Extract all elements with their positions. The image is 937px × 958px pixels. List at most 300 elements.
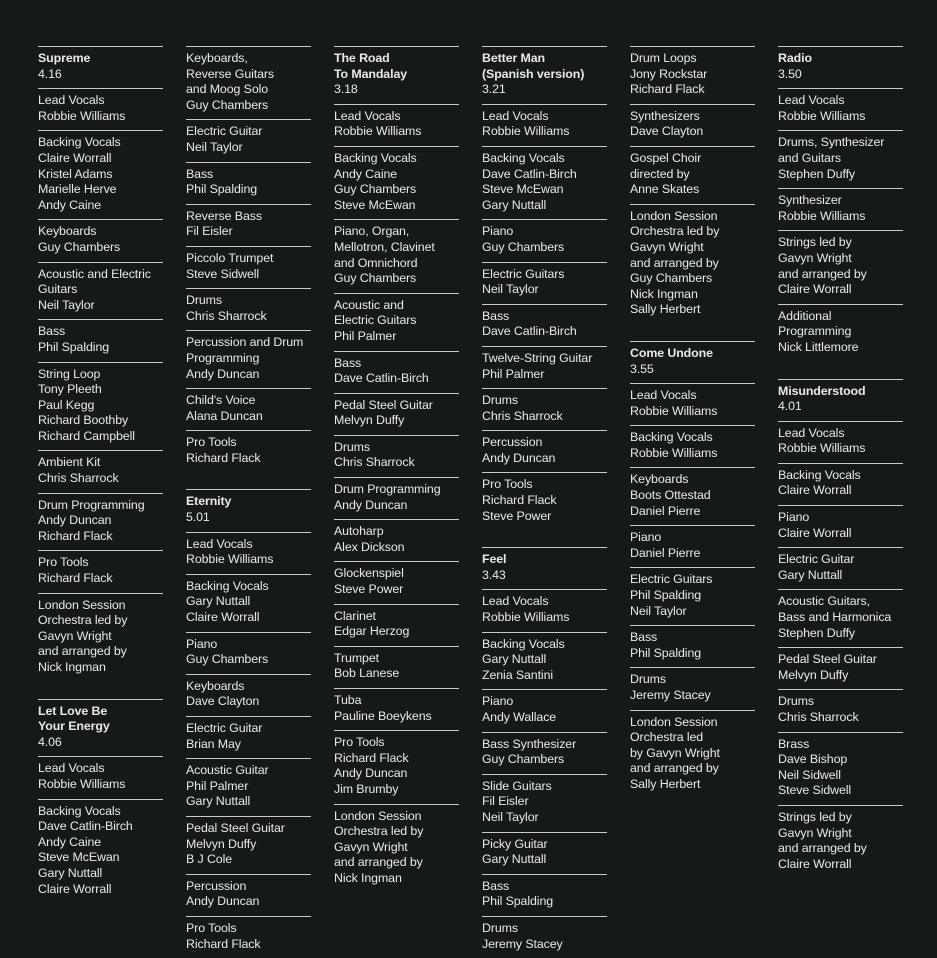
credit-block bbox=[186, 162, 311, 204]
credit-name: Electric Guitars bbox=[334, 313, 417, 328]
song-title: Your Energy bbox=[38, 719, 110, 734]
credit-name: Richard Flack bbox=[334, 750, 409, 765]
credit-block bbox=[482, 589, 607, 631]
credit-name: Nick Ingman bbox=[630, 286, 698, 301]
section-spacer bbox=[630, 324, 755, 341]
credit-name: Chris Sharrock bbox=[482, 408, 563, 423]
credit-name: Richard Flack bbox=[630, 82, 705, 97]
song-duration: 3.18 bbox=[334, 82, 358, 97]
song-title: To Mandalay bbox=[334, 66, 408, 81]
credit-name: Guy Chambers bbox=[38, 239, 121, 254]
credit-role: Ambient Kit bbox=[38, 455, 101, 470]
song-duration: 4.01 bbox=[778, 399, 802, 414]
song-duration: 3.55 bbox=[630, 361, 654, 376]
section-spacer bbox=[38, 682, 163, 699]
song-title-block bbox=[482, 46, 607, 104]
credit-name: Neil Taylor bbox=[482, 809, 539, 824]
credit-block bbox=[630, 425, 755, 467]
credit-name: Gavyn Wright bbox=[778, 825, 852, 840]
credit-name: Chris Sharrock bbox=[186, 308, 267, 323]
credit-block bbox=[334, 604, 459, 646]
credit-block bbox=[186, 716, 311, 758]
credit-name: Gary Nuttall bbox=[38, 865, 103, 880]
credit-name: Robbie Williams bbox=[186, 552, 274, 567]
credit-role: Clarinet bbox=[334, 608, 376, 623]
song-title: Come Undone bbox=[630, 345, 713, 360]
credit-block bbox=[778, 421, 903, 463]
song-duration: 5.01 bbox=[186, 510, 210, 525]
credit-name: Phil Spalding bbox=[186, 182, 258, 197]
song-title-block bbox=[778, 46, 903, 88]
credit-name: Orchestra led bbox=[630, 730, 704, 745]
song-title-block bbox=[630, 341, 755, 383]
credit-role: Drums, Synthesizer bbox=[778, 135, 885, 150]
credit-block bbox=[38, 799, 163, 904]
song-title: (Spanish version) bbox=[482, 66, 585, 81]
song-title: Feel bbox=[482, 552, 507, 567]
credit-name: Daniel Pierre bbox=[630, 503, 701, 518]
credit-block bbox=[334, 730, 459, 803]
credit-block bbox=[482, 146, 607, 219]
credit-role: Piano bbox=[482, 694, 514, 709]
credit-block bbox=[778, 88, 903, 130]
credit-role: Acoustic Guitars, bbox=[778, 594, 870, 609]
song-title: Let Love Be bbox=[38, 703, 108, 718]
credit-block bbox=[334, 219, 459, 292]
song-title: Eternity bbox=[186, 494, 232, 509]
credit-name: Claire Worrall bbox=[778, 483, 852, 498]
credit-block bbox=[630, 625, 755, 667]
credit-block bbox=[334, 351, 459, 393]
credit-name: Robbie Williams bbox=[482, 610, 570, 625]
credit-name: Phil Spalding bbox=[630, 645, 702, 660]
credit-name: Nick Ingman bbox=[38, 660, 106, 674]
credit-name: Dave Clayton bbox=[186, 694, 260, 709]
credit-role: Drums bbox=[482, 393, 518, 408]
credit-block bbox=[778, 304, 903, 362]
credit-name: Claire Worrall bbox=[38, 881, 112, 896]
credit-role: Drums bbox=[630, 672, 666, 687]
credit-block bbox=[482, 219, 607, 261]
credit-role: London Session bbox=[38, 597, 126, 612]
credit-block bbox=[482, 472, 607, 530]
credit-role: Keyboards bbox=[38, 224, 97, 239]
credit-name: Dave Catlin-Birch bbox=[38, 819, 133, 834]
credit-block bbox=[482, 774, 607, 832]
credit-name: and arranged by bbox=[334, 855, 423, 870]
credit-block bbox=[778, 505, 903, 547]
credit-block bbox=[186, 204, 311, 246]
credit-role: Bass Synthesizer bbox=[482, 736, 577, 751]
credit-name: Steve Power bbox=[482, 508, 552, 523]
credit-name: and arranged by bbox=[630, 761, 719, 776]
credit-role: Backing Vocals bbox=[778, 467, 861, 482]
credit-role: Pro Tools bbox=[38, 555, 89, 570]
credit-block bbox=[482, 732, 607, 774]
credit-role: Piccolo Trumpet bbox=[186, 250, 274, 265]
credit-name: Gavyn Wright bbox=[334, 839, 408, 854]
song-title-block bbox=[778, 379, 903, 421]
credit-name: Chris Sharrock bbox=[38, 471, 119, 486]
credit-name: Andy Duncan bbox=[482, 450, 556, 465]
credit-block bbox=[630, 467, 755, 525]
credit-name: Guy Chambers bbox=[186, 652, 269, 667]
credit-role: Gospel Choir bbox=[630, 150, 702, 165]
credit-name: and Omnichord bbox=[334, 255, 418, 270]
credit-role: Acoustic and bbox=[334, 297, 404, 312]
credit-name: and arranged by bbox=[778, 841, 867, 856]
credit-block bbox=[186, 574, 311, 632]
credit-name: Programming bbox=[186, 350, 260, 365]
credit-block bbox=[778, 230, 903, 303]
credit-name: directed by bbox=[630, 166, 690, 181]
credit-name: Dave Catlin-Birch bbox=[334, 371, 429, 386]
song-duration: 3.43 bbox=[482, 567, 506, 582]
credit-role: Reverse Bass bbox=[186, 208, 262, 223]
credit-role: Brass bbox=[778, 736, 810, 751]
credit-block bbox=[334, 688, 459, 730]
credit-block bbox=[778, 589, 903, 647]
credit-role: London Session bbox=[630, 208, 718, 223]
credit-block bbox=[482, 346, 607, 388]
credit-block bbox=[38, 550, 163, 592]
credit-name: Claire Worrall bbox=[778, 856, 852, 871]
credit-block bbox=[778, 547, 903, 589]
credit-name: Jony Rockstar bbox=[630, 66, 708, 81]
credit-name: Steve McEwan bbox=[482, 182, 564, 197]
credit-name: Nick Littlemore bbox=[778, 339, 859, 354]
credit-role: Electric Guitar bbox=[778, 552, 855, 567]
credit-role: Percussion bbox=[186, 878, 247, 893]
credit-name: Robbie Williams bbox=[778, 208, 866, 223]
section-spacer bbox=[186, 472, 311, 489]
credit-block bbox=[630, 567, 755, 625]
credit-block bbox=[482, 874, 607, 916]
credit-name: Guy Chambers bbox=[334, 271, 417, 286]
credit-name: Programming bbox=[778, 324, 852, 339]
credit-name: Richard Flack bbox=[186, 450, 261, 465]
credit-role: Drum Programming bbox=[334, 482, 441, 497]
song-title: Supreme bbox=[38, 51, 91, 65]
credit-block bbox=[38, 362, 163, 451]
credit-name: Claire Worrall bbox=[778, 525, 852, 540]
credit-block bbox=[334, 435, 459, 477]
credit-name: Gavyn Wright bbox=[630, 239, 704, 254]
credit-block bbox=[630, 46, 755, 104]
credit-block bbox=[334, 646, 459, 688]
credit-block bbox=[482, 689, 607, 731]
credit-role: Slide Guitars bbox=[482, 778, 552, 793]
credit-name: and arranged by bbox=[778, 266, 867, 281]
credit-role: Pro Tools bbox=[334, 735, 385, 750]
credit-name: Robbie Williams bbox=[38, 776, 126, 791]
song-title-block bbox=[186, 489, 311, 531]
credit-name: Steve McEwan bbox=[38, 850, 120, 865]
credit-name: Dave Catlin-Birch bbox=[482, 166, 577, 181]
credit-role: Piano bbox=[186, 636, 218, 651]
credit-block bbox=[630, 667, 755, 709]
credit-name: and Guitars bbox=[778, 150, 841, 165]
credit-block bbox=[778, 188, 903, 230]
credit-block bbox=[186, 46, 311, 119]
song-duration: 4.06 bbox=[38, 734, 62, 749]
credit-role: Piano, Organ, bbox=[334, 224, 410, 239]
credit-name: Phil Palmer bbox=[334, 328, 397, 343]
credit-name: Neil Taylor bbox=[482, 282, 539, 297]
song-title-block bbox=[38, 699, 163, 757]
credit-role: Drums bbox=[334, 439, 370, 454]
credit-block bbox=[186, 632, 311, 674]
credit-name: Orchestra led by bbox=[630, 224, 720, 239]
section-spacer bbox=[778, 362, 903, 379]
credit-name: Brian May bbox=[186, 736, 241, 751]
credit-block bbox=[38, 88, 163, 130]
credit-role: Keyboards bbox=[186, 678, 245, 693]
credit-name: Guy Chambers bbox=[482, 239, 565, 254]
credit-name: Gary Nuttall bbox=[482, 197, 547, 212]
credit-name: Gary Nuttall bbox=[482, 852, 547, 867]
credit-name: Robbie Williams bbox=[778, 108, 866, 123]
credit-role: Electric Guitar bbox=[186, 124, 263, 139]
credit-block bbox=[38, 319, 163, 361]
credit-name: Reverse Guitars bbox=[186, 66, 275, 81]
credit-name: Alana Duncan bbox=[186, 408, 263, 423]
credit-block bbox=[334, 293, 459, 351]
credit-block bbox=[38, 450, 163, 492]
credit-name: Melvyn Duffy bbox=[334, 413, 405, 428]
credits-column-6 bbox=[778, 46, 903, 878]
credit-name: Jeremy Stacey bbox=[630, 688, 711, 702]
credit-name: Bass and Harmonica bbox=[778, 610, 892, 625]
credit-block bbox=[778, 689, 903, 731]
credit-name: Steve Sidwell bbox=[778, 783, 852, 798]
credit-block bbox=[630, 104, 755, 146]
credit-name: Guy Chambers bbox=[186, 97, 269, 112]
credit-name: Claire Worrall bbox=[186, 610, 260, 625]
credit-role: Backing Vocals bbox=[482, 150, 565, 165]
credit-name: Gary Nuttall bbox=[778, 567, 843, 582]
credit-block bbox=[778, 130, 903, 188]
credit-block bbox=[38, 262, 163, 320]
credit-name: Jeremy Stacey bbox=[482, 936, 563, 951]
credit-role: Acoustic and Electric bbox=[38, 266, 151, 281]
credit-name: Fil Eisler bbox=[186, 224, 233, 239]
credit-block bbox=[778, 805, 903, 878]
credit-role: Electric Guitars bbox=[630, 572, 713, 587]
credit-block bbox=[186, 288, 311, 330]
credit-role: London Session bbox=[334, 808, 422, 823]
credit-role: Pedal Steel Guitar bbox=[778, 652, 877, 667]
credits-column-2 bbox=[186, 46, 311, 958]
credit-name: Phil Spalding bbox=[630, 588, 702, 603]
credit-block bbox=[186, 246, 311, 288]
credit-name: Gary Nuttall bbox=[482, 652, 547, 667]
credit-role: Lead Vocals bbox=[38, 761, 105, 776]
credit-block bbox=[38, 219, 163, 261]
credit-role: Bass bbox=[482, 308, 510, 323]
credit-role: Lead Vocals bbox=[186, 536, 253, 551]
credit-name: Chris Sharrock bbox=[778, 710, 859, 724]
song-title: The Road bbox=[334, 51, 390, 65]
credits-column-4 bbox=[482, 46, 607, 958]
credit-role: Electric Guitar bbox=[186, 721, 263, 735]
credit-name: Nick Ingman bbox=[334, 870, 402, 885]
credit-role: Twelve-String Guitar bbox=[482, 350, 593, 365]
credit-role: Backing Vocals bbox=[482, 636, 565, 651]
credit-role: Drums bbox=[482, 920, 518, 935]
credit-block bbox=[482, 104, 607, 146]
credit-role: Glockenspiel bbox=[334, 566, 404, 581]
credit-role: Acoustic Guitar bbox=[186, 763, 269, 778]
credit-block bbox=[38, 493, 163, 551]
credit-block bbox=[334, 804, 459, 893]
song-title: Better Man bbox=[482, 51, 546, 65]
credit-role: Piano bbox=[482, 224, 514, 239]
song-duration: 3.50 bbox=[778, 66, 802, 81]
credits-column-3 bbox=[334, 46, 459, 893]
credit-name: Paul Kegg bbox=[38, 397, 95, 412]
credit-role: Keyboards bbox=[630, 472, 689, 487]
credit-role: Lead Vocals bbox=[482, 594, 549, 609]
credit-role: Picky Guitar bbox=[482, 836, 548, 851]
credit-name: Marielle Herve bbox=[38, 182, 117, 197]
credit-name: Guy Chambers bbox=[630, 271, 713, 286]
credit-role: Strings led by bbox=[778, 809, 852, 824]
credit-role: Piano bbox=[630, 530, 662, 545]
credit-name: Tony Pleeth bbox=[38, 382, 102, 397]
credit-name: Steve Sidwell bbox=[186, 266, 260, 281]
song-title-block bbox=[334, 46, 459, 104]
credit-name: and arranged by bbox=[630, 255, 719, 270]
credit-name: Mellotron, Clavinet bbox=[334, 239, 435, 254]
credit-block bbox=[186, 874, 311, 916]
credit-name: Robbie Williams bbox=[334, 124, 422, 139]
credit-name: Zenia Santini bbox=[482, 667, 554, 682]
credit-name: Sally Herbert bbox=[630, 302, 701, 317]
credit-role: Pro Tools bbox=[186, 435, 237, 450]
credit-name: Chris Sharrock bbox=[334, 455, 415, 470]
credit-role: Electric Guitars bbox=[482, 266, 565, 281]
credit-role: Percussion bbox=[482, 435, 543, 450]
credit-role: Additional bbox=[778, 308, 832, 323]
credit-role: Piano bbox=[778, 510, 810, 525]
credit-name: Steve McEwan bbox=[334, 197, 416, 212]
credit-name: Phil Palmer bbox=[186, 778, 249, 793]
credit-name: Richard Flack bbox=[482, 493, 557, 508]
credit-name: Fil Eisler bbox=[482, 794, 529, 809]
song-duration: 3.21 bbox=[482, 82, 506, 97]
credit-role: Percussion and Drum bbox=[186, 335, 304, 350]
credit-block bbox=[482, 262, 607, 304]
credit-block bbox=[334, 393, 459, 435]
credit-name: Robbie Williams bbox=[630, 403, 718, 418]
credit-role: Pro Tools bbox=[186, 920, 237, 935]
credit-role: Drums bbox=[778, 694, 814, 709]
credit-name: Claire Worrall bbox=[38, 150, 112, 165]
credit-name: Andy Duncan bbox=[186, 894, 260, 909]
credit-role: Drum Programming bbox=[38, 497, 145, 512]
credit-block bbox=[630, 525, 755, 567]
credit-name: Neil Sidwell bbox=[778, 767, 841, 782]
credit-block bbox=[186, 119, 311, 161]
credit-role: Autoharp bbox=[334, 524, 384, 539]
credit-role: Backing Vocals bbox=[38, 135, 121, 150]
credit-role: Lead Vocals bbox=[482, 108, 549, 123]
credit-role: Drum Loops bbox=[630, 51, 697, 65]
credit-block bbox=[334, 561, 459, 603]
credit-name: Richard Boothby bbox=[38, 413, 129, 428]
credit-role: Strings led by bbox=[778, 235, 852, 250]
credit-name: Neil Taylor bbox=[186, 139, 243, 154]
credit-block bbox=[482, 304, 607, 346]
credit-block bbox=[186, 388, 311, 430]
credit-block bbox=[186, 758, 311, 816]
credit-name: Andy Duncan bbox=[38, 513, 112, 528]
credits-column-1 bbox=[38, 46, 163, 903]
credit-role: Lead Vocals bbox=[630, 388, 697, 403]
credit-role: Bass bbox=[334, 355, 362, 370]
song-title: Misunderstood bbox=[778, 383, 866, 398]
credit-name: Kristel Adams bbox=[38, 166, 113, 181]
credit-role: Synthesizer bbox=[778, 193, 842, 208]
credit-name: Steve Power bbox=[334, 582, 404, 597]
credit-name: Melvyn Duffy bbox=[778, 667, 849, 682]
credit-role: Bass bbox=[38, 324, 66, 339]
credit-block bbox=[186, 430, 311, 472]
credit-role: Pedal Steel Guitar bbox=[334, 397, 433, 412]
credit-name: Andy Duncan bbox=[334, 497, 408, 512]
credit-name: Phil Palmer bbox=[482, 366, 545, 381]
credit-block bbox=[334, 519, 459, 561]
credit-name: and Moog Solo bbox=[186, 82, 269, 97]
credit-role: Backing Vocals bbox=[334, 150, 417, 165]
credit-role: Pro Tools bbox=[482, 477, 533, 492]
credit-name: Dave Clayton bbox=[630, 124, 704, 139]
credit-role: Bass bbox=[482, 878, 510, 893]
credit-name: Robbie Williams bbox=[482, 124, 570, 139]
credit-name: Andy Caine bbox=[38, 834, 102, 849]
credit-block bbox=[482, 832, 607, 874]
credit-name: Daniel Pierre bbox=[630, 545, 701, 560]
credit-name: Richard Campbell bbox=[38, 428, 135, 443]
credit-name: Neil Taylor bbox=[630, 603, 687, 618]
credit-name: Andy Caine bbox=[334, 166, 398, 181]
song-title: Radio bbox=[778, 51, 812, 65]
credit-role: London Session bbox=[630, 714, 718, 729]
credit-role: Lead Vocals bbox=[38, 93, 105, 108]
credit-name: Andy Caine bbox=[38, 197, 102, 212]
credit-block bbox=[482, 632, 607, 690]
credit-role: Synthesizers bbox=[630, 108, 700, 123]
credit-name: Robbie Williams bbox=[38, 108, 126, 123]
credit-block bbox=[778, 463, 903, 505]
credit-block bbox=[482, 430, 607, 472]
credit-block bbox=[186, 674, 311, 716]
song-title-block bbox=[38, 46, 163, 88]
credit-name: Edgar Herzog bbox=[334, 624, 410, 639]
credit-name: Guitars bbox=[38, 282, 78, 297]
credit-block bbox=[186, 330, 311, 388]
credit-name: Orchestra led by bbox=[38, 613, 128, 628]
credit-role: Drums bbox=[186, 293, 222, 308]
credit-role: Pedal Steel Guitar bbox=[186, 820, 285, 835]
credit-name: Gary Nuttall bbox=[186, 594, 251, 609]
credit-name: Guy Chambers bbox=[482, 752, 565, 767]
credit-name: Andy Duncan bbox=[334, 766, 408, 781]
credit-name: Andy Duncan bbox=[186, 366, 260, 381]
credit-name: Dave Catlin-Birch bbox=[482, 324, 577, 339]
credit-block bbox=[38, 130, 163, 219]
